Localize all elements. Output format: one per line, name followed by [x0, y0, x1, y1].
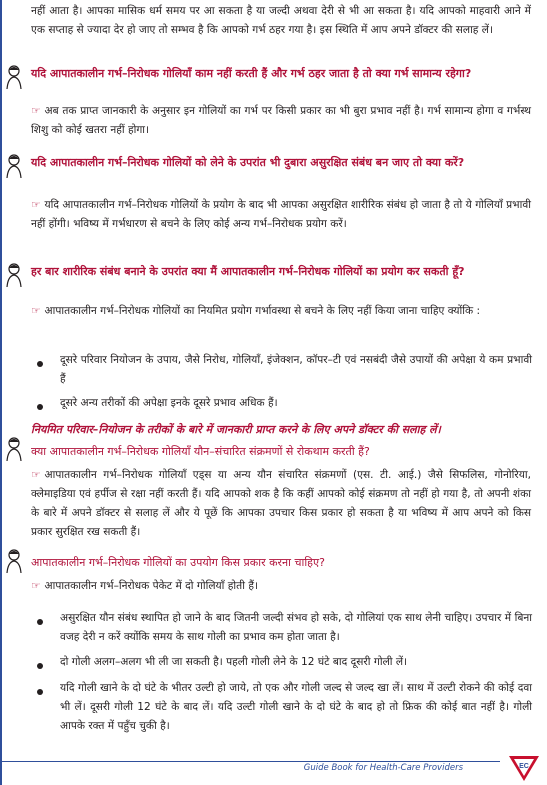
- pointing-hand-icon: ☞: [31, 105, 41, 117]
- pointing-hand-icon: ☞: [31, 469, 41, 481]
- intro-paragraph: नहीं आता है। आपका मासिक धर्म समय पर आ सकता है या जल्दी अथवा देरी से भी आ सकता है। यदि आपको माहवारी आने में एक सप्ताह से ज्यादा देर हो जाए तो सम्भव है कि आपको गर्भ ठहर गया है। इस स्थिति में आप अपने डॉक्टर की सलाह लें।: [31, 5, 531, 36]
- answer-normal-pregnancy: ☞ अब तक प्राप्त जानकारी के अनुसार इन गोलियों का गर्भ पर किसी प्रकार का भी बुरा प्रभाव नहीं है। गर्भ सामान्य होगा व गर्भस्थ शिशु को कोई खतरा नहीं होगा।: [31, 105, 531, 136]
- question-normal-pregnancy: यदि आपातकालीन गर्भ–निरोधक गोलियाँ काम नहीं करती हैं और गर्भ ठहर जाता है तो क्या गर्भ सामान्य रहेगा?: [31, 67, 472, 80]
- answer-unprotected-again: ☞ यदि आपातकालीन गर्भ–निरोधक गोलियों के प्रयोग के बाद भी आपका असुरक्षित शारीरिक संबंध हो जाता है तो ये गोलियाँ प्रभावी नहीं होंगी। भविष्य में गर्भधारण से बचने के लिए कोई अन्य गर्भ–निरोधक प्रयोग करें।: [31, 199, 531, 230]
- woman-figure-icon: [3, 436, 25, 462]
- regular-methods-note: नियमित परिवार–नियोजन के तरीकों के बारे में जानकारी प्राप्त करने के लिए अपने डॉक्टर की सलाह लें।: [31, 423, 441, 436]
- pointing-hand-icon: ☞: [31, 199, 41, 211]
- question-every-time: हर बार शारीरिक संबंध बनाने के उपरांत क्या मैं आपातकालीन गर्भ–निरोधक गोलियों का प्रयोग कर सकती हूँ?: [31, 265, 465, 278]
- answer-sti-protection: ☞ आपातकालीन गर्भ–निरोधक गोलियाँ एड्स या अन्य यौन संचारित संक्रमणों (एस. टी. आई.) जैसे सिफलिस, गोनोरिया, क्लेमाइडिया एवं हर्पीज से रक्षा नहीं करती हैं। यदि आपको शक है कि कहीं आपको कोई संक्रमण तो नहीं हो गया है, तो अपनी शंका के बारे में अपने डॉक्टर से सलाह लें और ये पूछें कि आपका उपचार किस प्रकार हो सकता है या भविष्य में आप अपने को किस प्रकार सुरक्षित रख सकती हैं।: [31, 469, 531, 538]
- answer-how-to-use: ☞ आपातकालीन गर्भ–निरोधक पेकेट में दो गोलियाँ होती हैं।: [31, 580, 258, 592]
- list-item: दो गोली अलग–अलग भी ली जा सकती है। पहली गोली लेने के 12 घंटे बाद दूसरी गोली लें।: [60, 656, 408, 668]
- woman-figure-icon: [3, 548, 25, 574]
- woman-figure-icon: [3, 64, 25, 90]
- woman-figure-icon: [3, 262, 25, 288]
- svg-text:EC: EC: [519, 763, 529, 770]
- woman-figure-icon: [3, 153, 25, 179]
- answer-every-time: ☞ आपातकालीन गर्भ–निरोधक गोलियों का नियमित प्रयोग गर्भावस्था से बचने के लिए नहीं किया जाना चाहिए क्योंकि :: [31, 305, 481, 317]
- bullet-dot: [37, 404, 43, 410]
- left-margin-rule: [0, 0, 2, 785]
- ec-logo-icon: [508, 752, 540, 782]
- pointing-hand-icon: ☞: [31, 580, 41, 592]
- bullet-dot: [37, 361, 43, 367]
- list-item: दूसरे अन्य तरीकों की अपेक्षा इनके दूसरे प्रभाव अधिक हैं।: [60, 397, 278, 409]
- bullet-dot: [37, 689, 43, 695]
- question-unprotected-again: यदि आपातकालीन गर्भ–निरोधक गोलियों को लेने के उपरांत भी दुबारा असुरक्षित संबंध बन जाए तो क्या करें?: [31, 156, 465, 169]
- question-sti-protection: क्या आपातकालीन गर्भ–निरोधक गोलियाँ यौन–संचारित संक्रमणों से रोकथाम करती हैं?: [31, 445, 370, 458]
- pointing-hand-icon: ☞: [31, 305, 41, 317]
- list-item: असुरक्षित यौन संबंध स्थापित हो जाने के बाद जितनी जल्दी संभव हो सके, दो गोलियां एक साथ लेनी चाहिए। उपचार में बिना वजह देरी न करें क्योंकि समय के साथ गोली का प्रभाव कम होता जाता है।: [60, 612, 532, 643]
- question-how-to-use: आपातकालीन गर्भ–निरोधक गोलियों का उपयोग किस प्रकार करना चाहिए?: [31, 556, 325, 569]
- list-item: दूसरे परिवार नियोजन के उपाय, जैसे निरोध, गोलियाँ, इंजेक्शन, कॉपर–टी एवं नसबंदी जैसे उपायों की अपेक्षा ये कम प्रभावी हैं: [60, 354, 532, 385]
- footer-title: Guide Book for Health-Care Providers: [303, 763, 463, 773]
- bullet-dot: [37, 619, 43, 625]
- list-item: यदि गोली खाने के दो घंटे के भीतर उल्टी हो जाये, तो एक और गोली जल्द से जल्द खा लें। साथ में उल्टी रोकने की कोई दवा भी लें। दूसरी गोली 12 घंटे के बाद लें। यदि उल्टी गोली खाने के दो घंटे के बाद हो तो फ्रिक की कोई बात नहीं है। गोली आपके रक्त में पहुँच चुकी है।: [60, 682, 532, 732]
- footer-rule: [0, 761, 500, 762]
- bullet-dot: [37, 663, 43, 669]
